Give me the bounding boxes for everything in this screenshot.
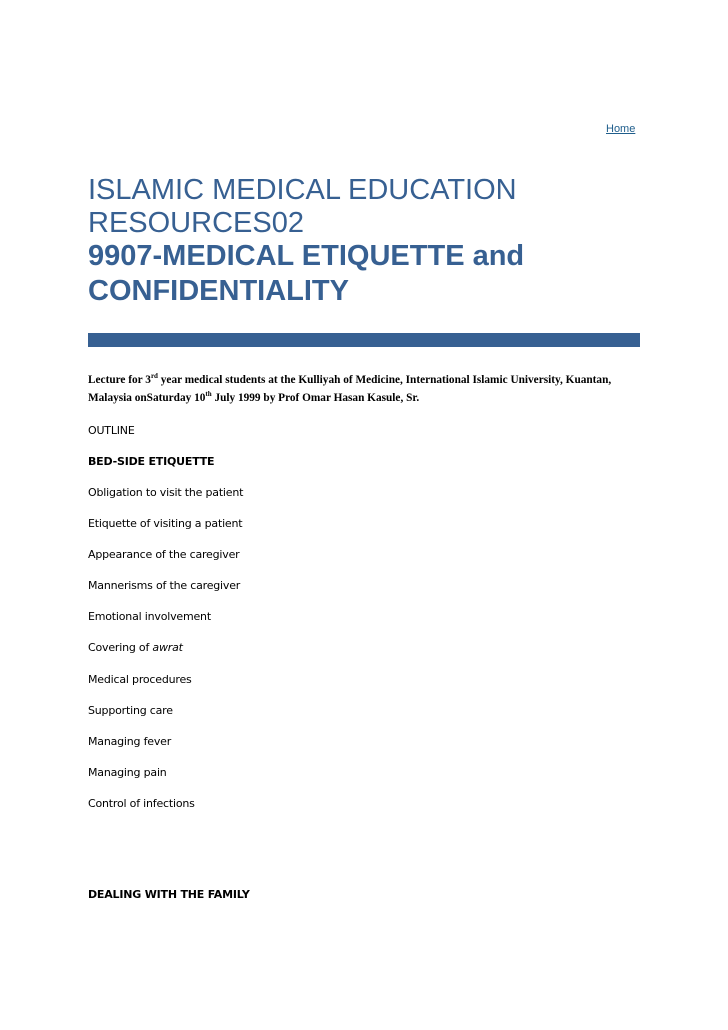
document-title <box>88 174 648 309</box>
outline-item: Control of infections <box>88 797 195 810</box>
section-heading-family: DEALING WITH THE FAMILY <box>88 888 250 901</box>
lecture-description <box>88 371 648 407</box>
lecture-text-1: Lecture for 3 <box>88 374 151 386</box>
lecture-text-2: year medical students at the Kulliyah of Medicine, International Islamic University, Kuantan, Malaysia onSaturday 10 <box>88 374 612 404</box>
outline-item-text: Covering of <box>88 641 153 654</box>
outline-item: Managing pain <box>88 766 167 779</box>
home-link[interactable]: Home <box>606 123 636 135</box>
section-heading-bedside: BED-SIDE ETIQUETTE <box>88 455 215 468</box>
title-line-2: RESOURCES02 <box>88 207 304 239</box>
lecture-sup-1: rd <box>150 372 158 381</box>
title-divider-bar <box>88 333 640 347</box>
outline-item: Obligation to visit the patient <box>88 486 244 499</box>
outline-item: Mannerisms of the caregiver <box>88 579 241 592</box>
title-line-1: ISLAMIC MEDICAL EDUCATION <box>88 174 517 206</box>
outline-item <box>88 641 183 654</box>
outline-item: Supporting care <box>88 704 173 717</box>
title-line-4: CONFIDENTIALITY <box>88 275 349 307</box>
lecture-text-3: July 1999 by Prof Omar Hasan Kasule, Sr. <box>211 392 420 404</box>
outline-item: Emotional involvement <box>88 610 211 623</box>
outline-item: Managing fever <box>88 735 172 748</box>
awrat-term: awrat <box>152 641 183 654</box>
outline-item: Etiquette of visiting a patient <box>88 517 243 530</box>
outline-item: Medical procedures <box>88 673 192 686</box>
title-line-3: 9907-MEDICAL ETIQUETTE and <box>88 240 525 272</box>
outline-heading: OUTLINE <box>88 424 135 437</box>
lecture-sup-2: th <box>205 390 212 399</box>
outline-item: Appearance of the caregiver <box>88 548 240 561</box>
